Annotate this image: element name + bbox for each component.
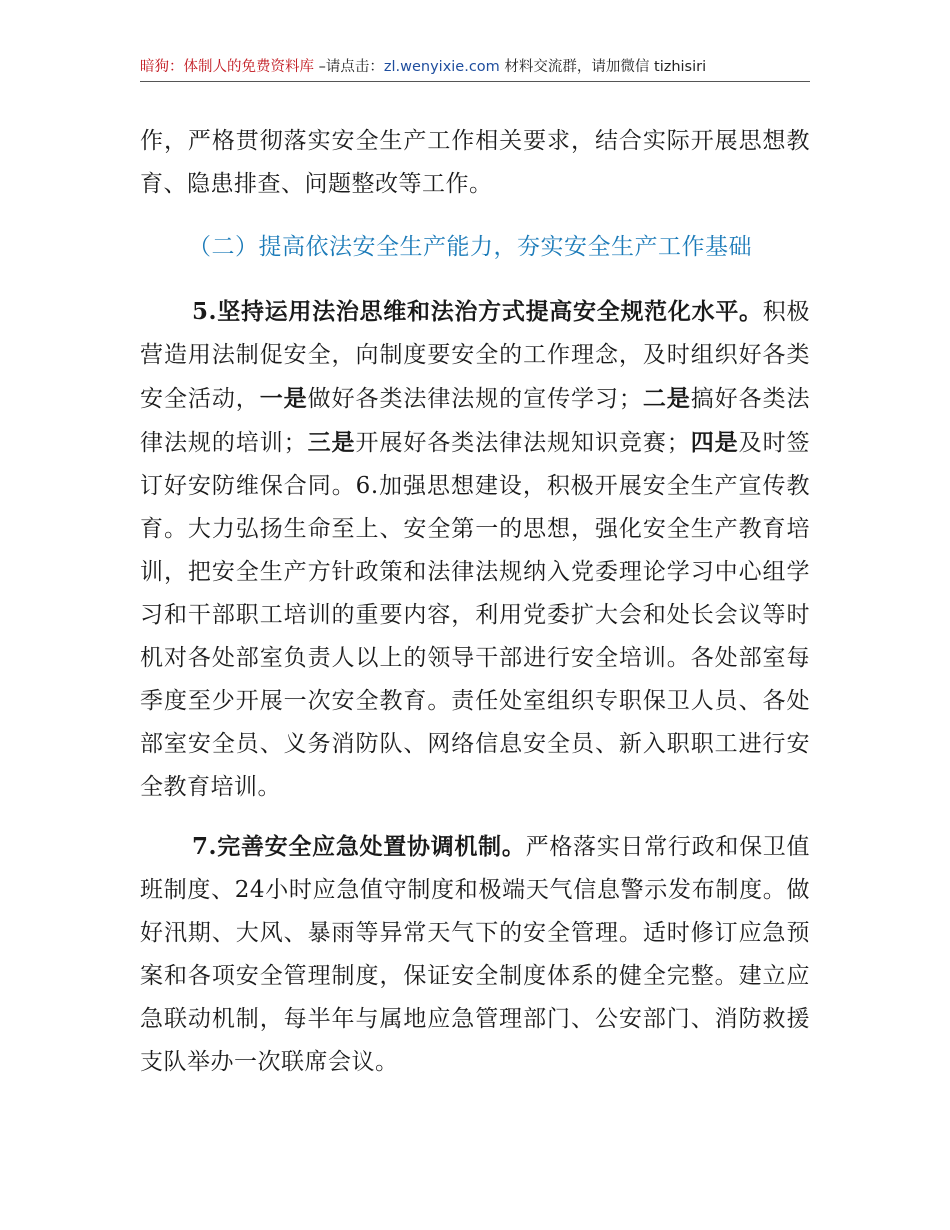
item-7-title: 7.完善安全应急处置协调机制。 — [192, 833, 526, 860]
item-5-title: 5.坚持运用法治思维和法治方式提高安全规范化水平。 — [192, 298, 763, 325]
item-5-bold-3: 三是 — [307, 429, 356, 456]
paragraph-item-5 — [140, 290, 810, 809]
item-5-text-3: 搞好各类法律法规的培训； — [140, 386, 811, 456]
item-5-text-4: 开展好各类法律法规知识竞赛； — [355, 430, 691, 456]
header-url-link[interactable]: zl.wenyixie.com — [383, 59, 500, 75]
paragraph-item-7 — [140, 825, 810, 1084]
header-source-text: 暗狗：体制人的免费资料库 — [140, 59, 314, 75]
item-5-text-1: 积极营造用法制促安全，向制度要安全的工作理念，及时组织好各类安全活动， — [140, 299, 811, 412]
header-contact-text: 材料交流群，请加微信 tizhisiri — [499, 59, 707, 75]
section-subheading: （二）提高依法安全生产能力，夯实安全生产工作基础 — [188, 234, 752, 260]
page-header — [140, 56, 810, 82]
item-5-text-5: 及时签订好安防维保合同。6.加强思想建设，积极开展安全生产宣传教育。大力弘扬生命至上、安全第一的思想，强化安全生产教育培训，把安全生产方针政策和法律法规纳入党委理论学习中心组学习和干部职工培训的重要内容，利用党委扩大会和处长会议等时机对各处部室负责人以上的领导干部进行安全培训。各处部室每季度至少开展一次安全教育。责任处室组织专职保卫人员、各处部室安全员、义务消防队、网络信息安全员、新入职职工进行安全教育培训。 — [140, 430, 811, 800]
item-5-text-2: 做好各类法律法规的宣传学习； — [307, 386, 643, 412]
header-click-prompt: –请点击： — [314, 59, 384, 75]
paragraph-continued: 作，严格贯彻落实安全生产工作相关要求，结合实际开展思想教育、隐患排查、问题整改等工作。 — [140, 128, 810, 197]
item-5-bold-2: 二是 — [642, 385, 691, 412]
item-7-text: 严格落实日常行政和保卫值班制度、24小时应急值守制度和极端天气信息警示发布制度。做好汛期、大风、暴雨等异常天气下的安全管理。适时修订应急预案和各项安全管理制度，保证安全制度体系的健全完整。建立应急联动机制，每半年与属地应急管理部门、公安部门、消防救援支队举办一次联席会议。 — [140, 834, 811, 1075]
item-5-bold-1: 一是 — [259, 385, 308, 412]
item-5-bold-4: 四是 — [690, 429, 739, 456]
